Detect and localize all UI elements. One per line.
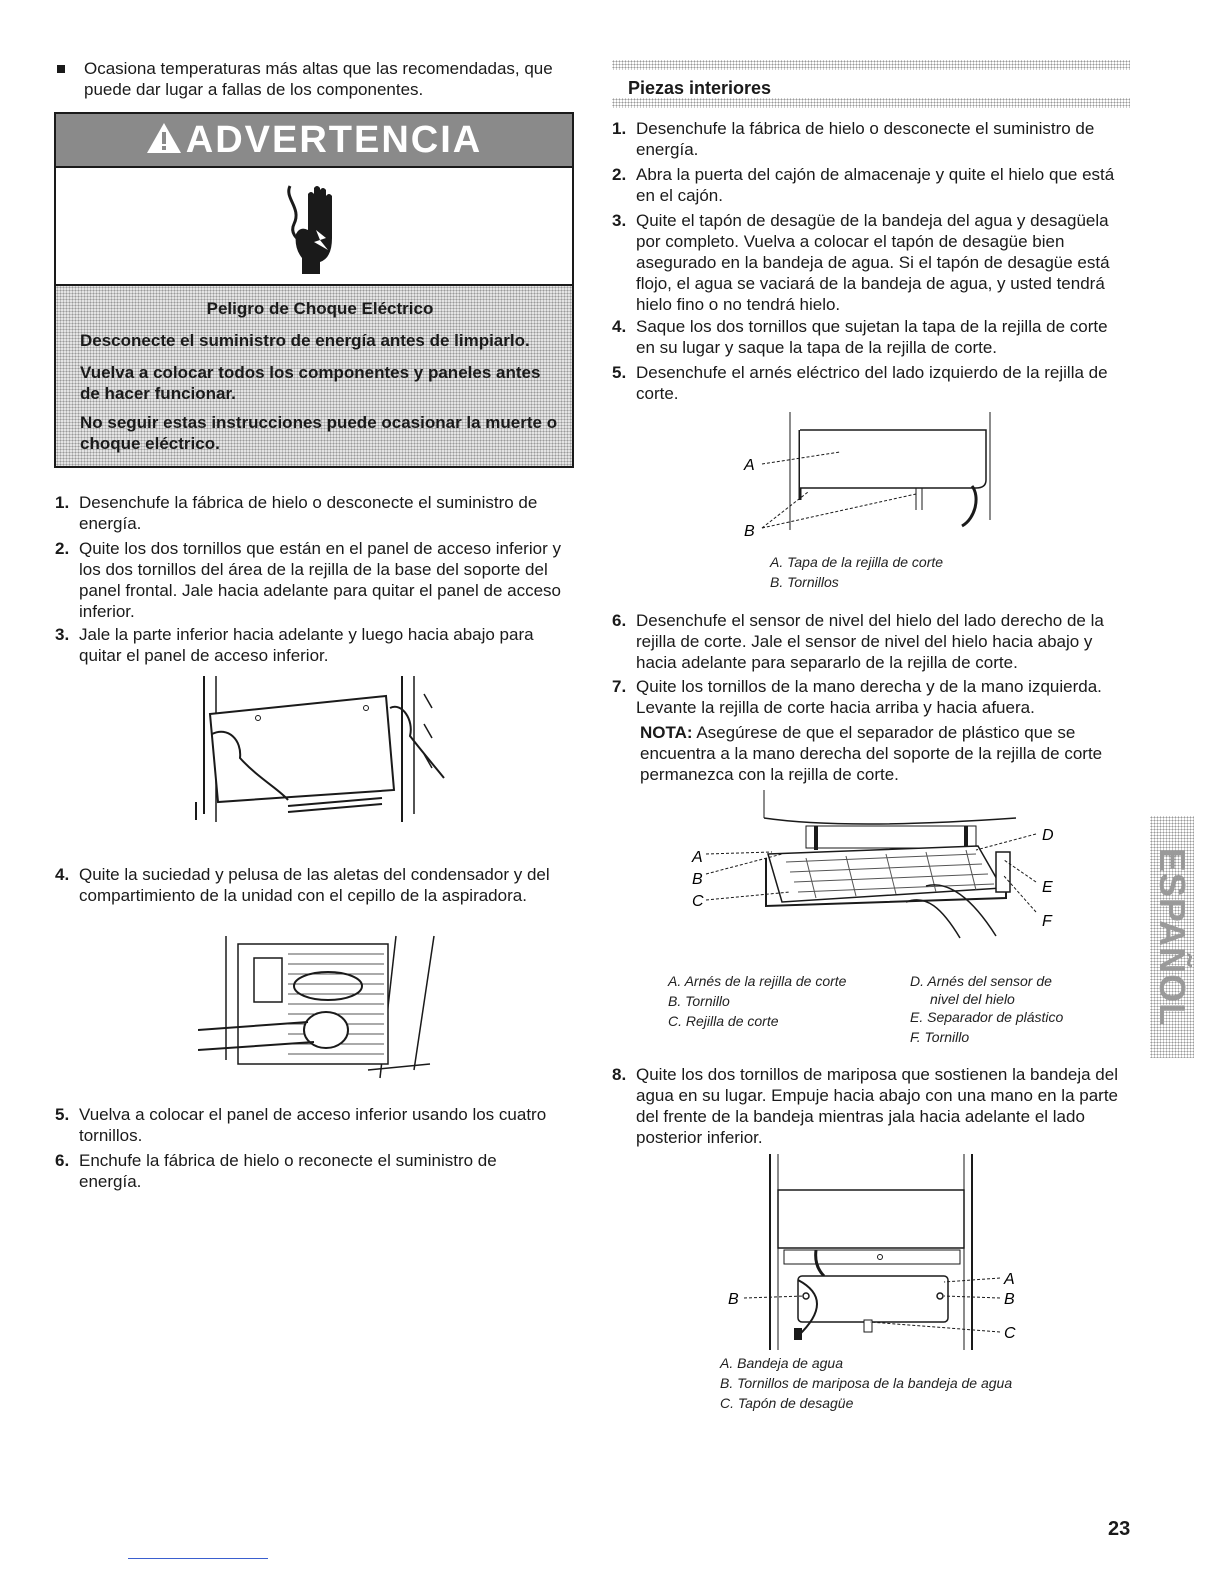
warning-title: ADVERTENCIA xyxy=(56,114,572,166)
cutter-grid-illustration xyxy=(686,788,1066,958)
figure2-caption-b: B. Tornillo xyxy=(668,993,730,1009)
figure2-label-b: B xyxy=(692,871,703,888)
intro-bullet-marker xyxy=(57,65,65,73)
figure2-caption-e: E. Separador de plástico xyxy=(910,1009,1064,1025)
section-band-bottom xyxy=(612,98,1130,108)
figure3-caption-a: A. Bandeja de agua xyxy=(720,1355,843,1371)
section-title: Piezas interiores xyxy=(628,78,772,98)
page-number: 23 xyxy=(1108,1518,1131,1540)
figure3-caption-c: C. Tapón de desagüe xyxy=(720,1395,854,1411)
cutter-grid-cover-illustration xyxy=(736,410,996,540)
warning-icon-area xyxy=(56,166,572,286)
warning-line-2: Vuelva a colocar todos los componentes y paneles antes de hacer funcionar. xyxy=(80,363,541,403)
figure1-caption-b: B. Tornillos xyxy=(770,574,839,590)
figure2-label-f: F xyxy=(1042,913,1052,930)
figure3-label-c: C xyxy=(1004,1325,1016,1342)
figure3-label-a: A xyxy=(1004,1271,1015,1288)
figure2-caption-c: C. Rejilla de corte xyxy=(668,1013,779,1029)
water-tray-illustration xyxy=(724,1150,1034,1352)
figure3-label-b-left: B xyxy=(728,1291,739,1308)
intro-bullet-text: Ocasiona temperaturas más altas que las recomendadas, que puede dar lugar a fallas de los componentes. xyxy=(84,59,553,99)
figure2-label-a: A xyxy=(692,849,703,866)
figure1-label-a: A xyxy=(744,457,755,474)
access-panel-illustration xyxy=(188,674,458,834)
figure3-label-b-right: B xyxy=(1004,1291,1015,1308)
warning-line-1: Desconecte el suministro de energía antes de limpiarlo. xyxy=(80,331,530,350)
condenser-cleaning-illustration xyxy=(198,930,438,1088)
figure3-caption-b: B. Tornillos de mariposa de la bandeja de agua xyxy=(720,1375,1013,1391)
warning-triangle-icon xyxy=(146,116,182,168)
figure2-label-d: D xyxy=(1042,827,1054,844)
figure2-caption-d-cont: nivel del hielo xyxy=(930,991,1015,1007)
figure2-caption-f: F. Tornillo xyxy=(910,1029,970,1045)
warning-line-3: No seguir estas instrucciones puede ocasionar la muerte o choque eléctrico. xyxy=(80,413,558,453)
warning-box xyxy=(54,112,574,468)
footer-rule xyxy=(128,1558,268,1559)
language-side-tab xyxy=(1150,816,1194,1058)
figure2-label-c: C xyxy=(692,893,704,910)
warning-subtitle: Peligro de Choque Eléctrico xyxy=(206,299,434,318)
note-label: NOTA: xyxy=(640,723,693,742)
figure2-label-e: E xyxy=(1042,879,1053,896)
figure2-caption-d: D. Arnés del sensor de xyxy=(910,973,1052,989)
figure1-caption-a: A. Tapa de la rejilla de corte xyxy=(770,554,944,570)
language-side-tab-label: ESPAÑOL xyxy=(1152,847,1193,1027)
section-band-top xyxy=(612,60,1130,70)
figure2-caption-a: A. Arnés de la rejilla de corte xyxy=(668,973,847,989)
figure1-label-b: B xyxy=(744,523,755,540)
note-text: Asegúrese de que el separador de plástico que se encuentra a la mano derecha del soporte de la rejilla de corte permanezca con la rejilla de corte. xyxy=(640,723,1103,784)
shock-hazard-icon xyxy=(280,178,354,283)
warning-header xyxy=(56,114,572,166)
note-paragraph xyxy=(640,722,1130,785)
warning-text-area xyxy=(56,286,572,466)
